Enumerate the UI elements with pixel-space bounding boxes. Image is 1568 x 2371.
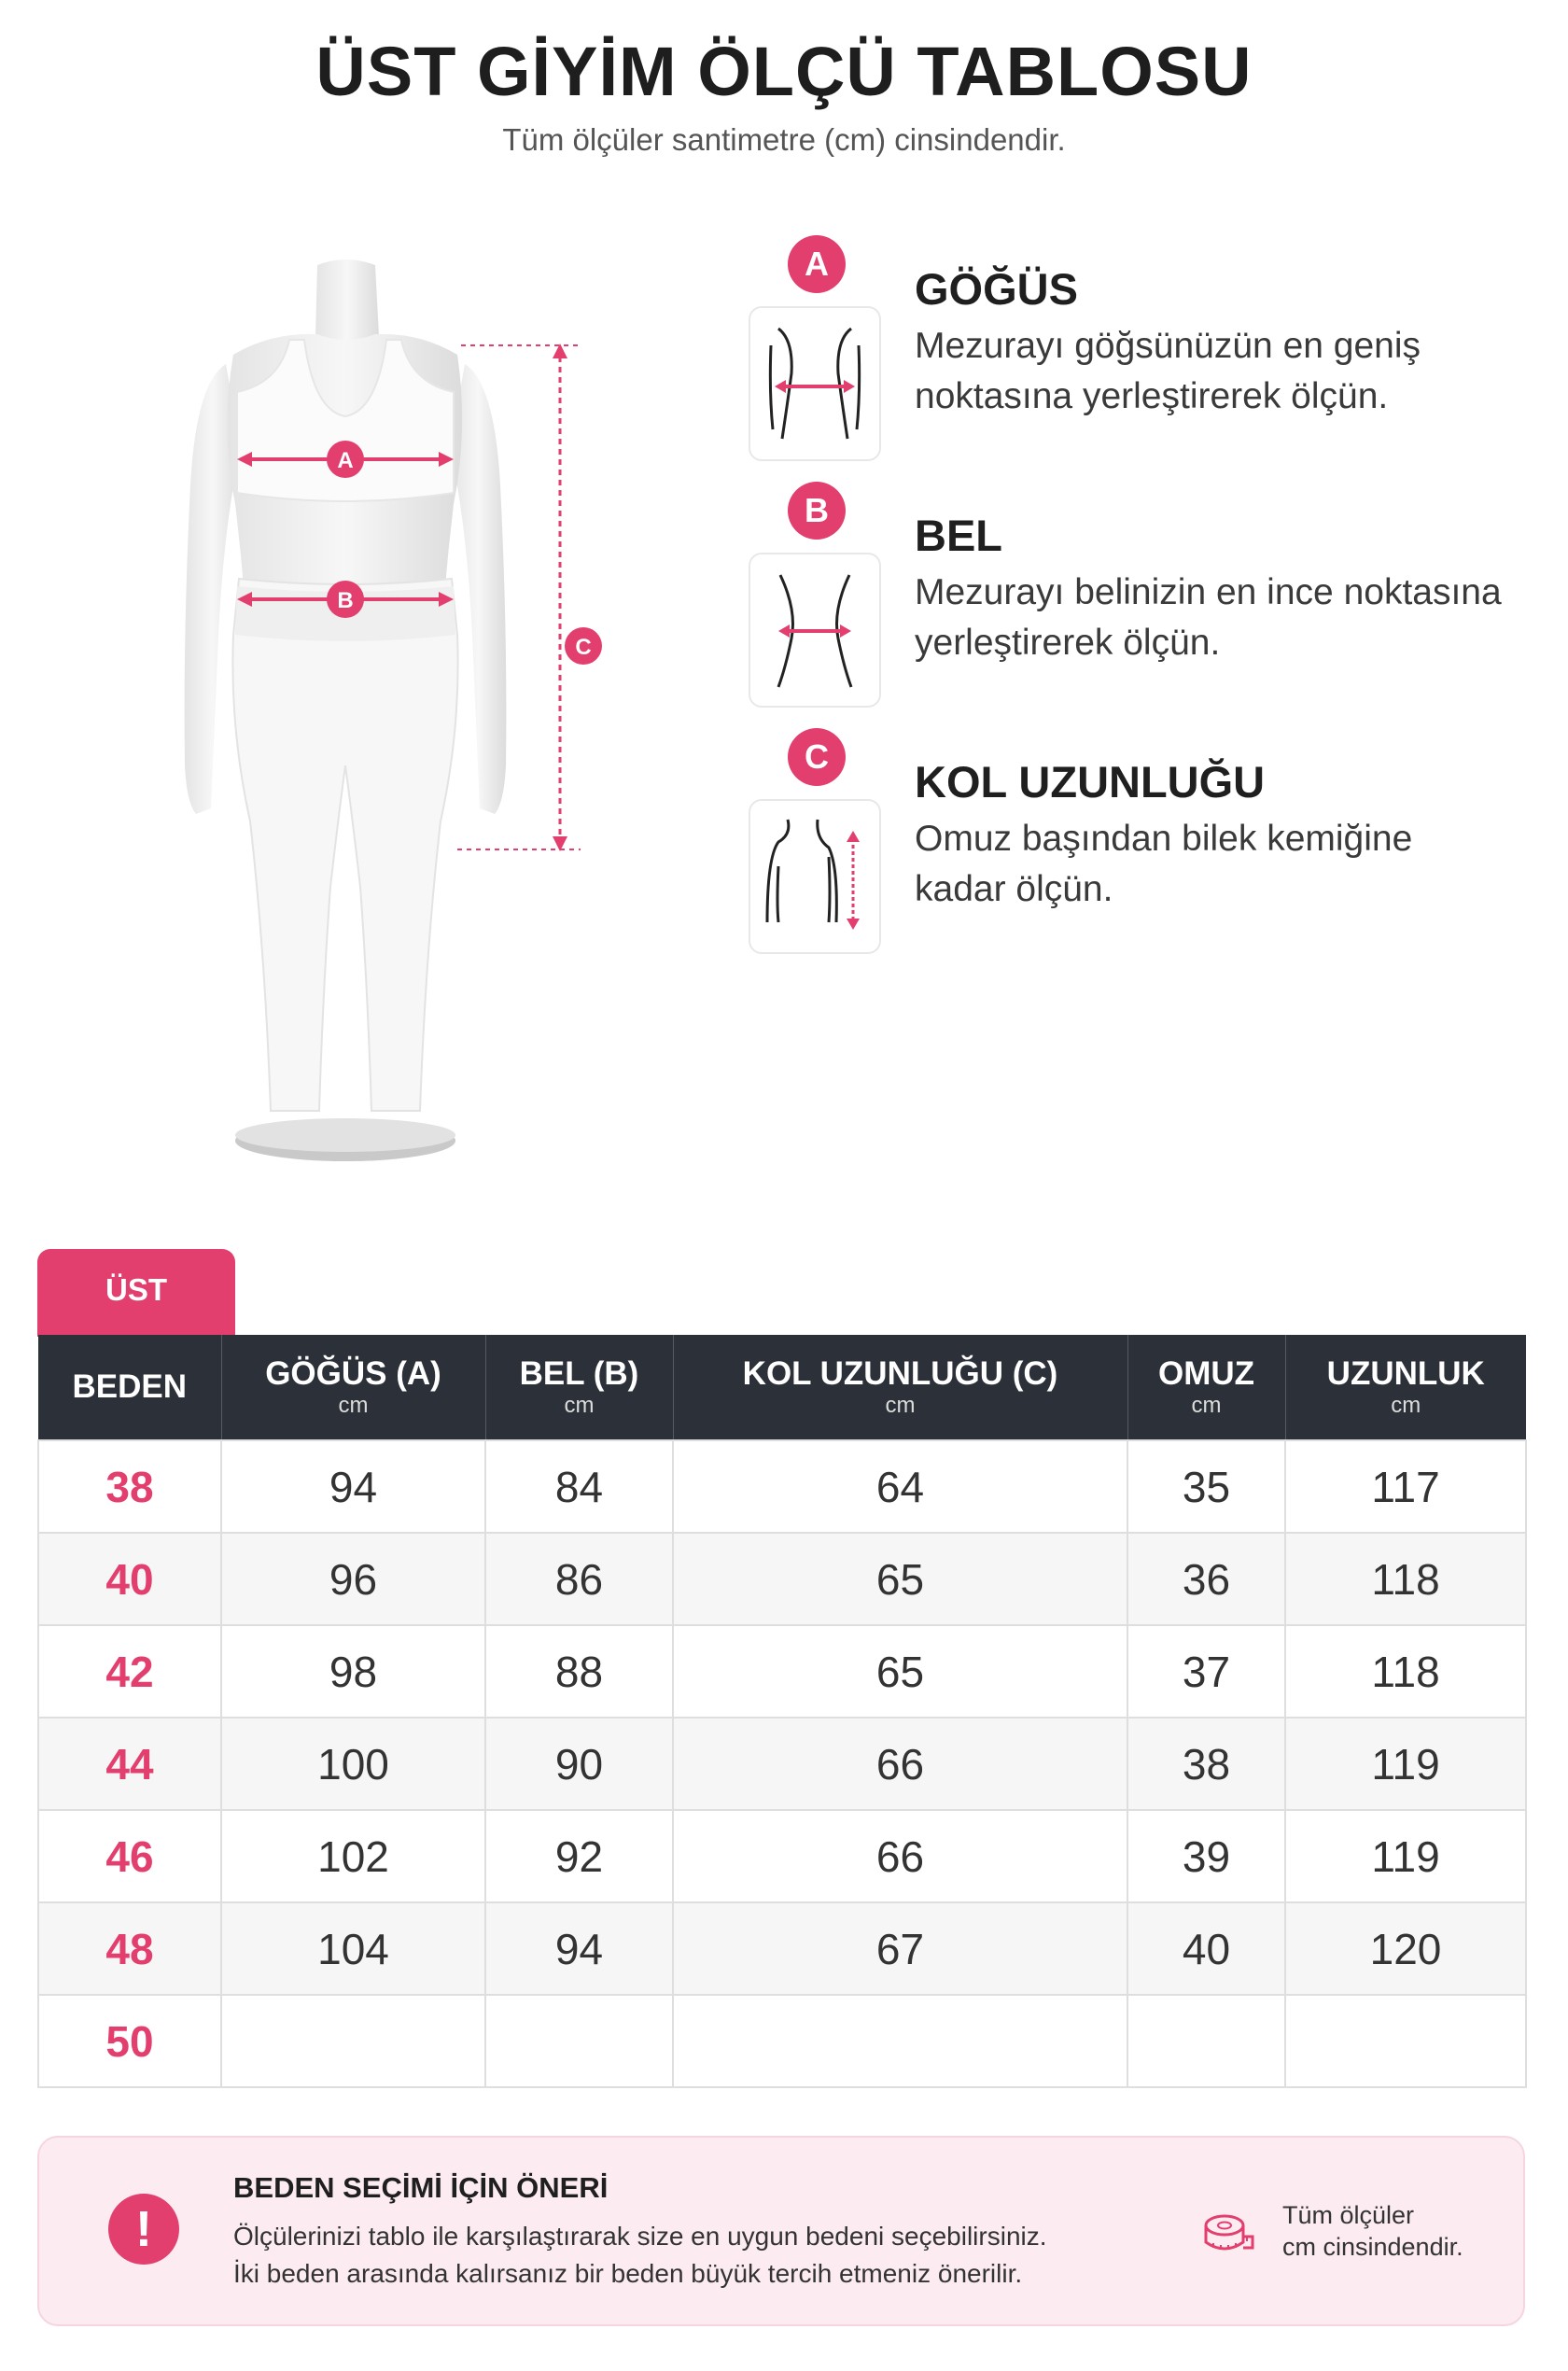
- measure-item-chest: [749, 231, 1533, 478]
- table-cell: 104: [221, 1902, 485, 1995]
- page-title: ÜST GİYİM ÖLÇÜ TABLOSU: [315, 33, 1253, 110]
- column-header-size: BEDEN: [38, 1335, 221, 1440]
- measure-badge: C: [788, 728, 846, 786]
- measure-desc-line: yerleştirerek ölçün.: [915, 623, 1221, 663]
- table-cell: [485, 1995, 673, 2087]
- table-cell: 94: [485, 1902, 673, 1995]
- size-cell: 40: [38, 1533, 221, 1625]
- table-row: [38, 1533, 1526, 1625]
- size-cell: 48: [38, 1902, 221, 1995]
- measure-desc-line: Mezurayı belinizin en ince noktasına: [915, 572, 1502, 612]
- size-advice-note: [37, 2136, 1525, 2326]
- table-row: [38, 1440, 1526, 1533]
- size-cell: 38: [38, 1440, 221, 1533]
- table-cell: 98: [221, 1625, 485, 1718]
- table-cell: 90: [485, 1718, 673, 1810]
- table-cell: 84: [485, 1440, 673, 1533]
- measure-desc-line: Mezurayı göğsünüzün en geniş: [915, 326, 1421, 366]
- table-cell: 38: [1127, 1718, 1285, 1810]
- measure-item-waist: [749, 478, 1533, 724]
- measure-title: KOL UZUNLUĞU: [915, 757, 1266, 807]
- page-subtitle: Tüm ölçüler santimetre (cm) cinsindendir.: [502, 122, 1066, 158]
- table-cell: 35: [1127, 1440, 1285, 1533]
- chest-measure-icon: [749, 306, 881, 461]
- table-cell: 120: [1285, 1902, 1526, 1995]
- table-cell: 64: [673, 1440, 1127, 1533]
- table-cell: 37: [1127, 1625, 1285, 1718]
- size-cell: 44: [38, 1718, 221, 1810]
- column-header-chest: GÖĞÜS (A) cm: [221, 1335, 485, 1440]
- note-side-line: Tüm ölçüler: [1282, 2201, 1415, 2229]
- table-cell: 118: [1285, 1533, 1526, 1625]
- size-cell: 42: [38, 1625, 221, 1718]
- measure-desc-line: kadar ölçün.: [915, 869, 1113, 909]
- table-cell: 92: [485, 1810, 673, 1902]
- measure-desc-line: Omuz başından bilek kemiğine: [915, 819, 1413, 859]
- measuring-tape-icon: [1200, 2205, 1256, 2261]
- table-cell: 86: [485, 1533, 673, 1625]
- column-header-waist: BEL (B) cm: [485, 1335, 673, 1440]
- table-cell: 67: [673, 1902, 1127, 1995]
- table-cell: 39: [1127, 1810, 1285, 1902]
- table-cell: 117: [1285, 1440, 1526, 1533]
- table-cell: 100: [221, 1718, 485, 1810]
- table-cell: 119: [1285, 1718, 1526, 1810]
- measure-item-arm: [749, 724, 1533, 971]
- column-header-shoulder: OMUZ cm: [1127, 1335, 1285, 1440]
- measure-title: BEL: [915, 511, 1002, 560]
- measurement-guide: [749, 231, 1533, 971]
- figure-badge-b: B: [337, 588, 354, 613]
- size-table: [37, 1335, 1525, 2088]
- table-cell: [1285, 1995, 1526, 2087]
- column-header-length: UZUNLUK cm: [1285, 1335, 1526, 1440]
- exclamation-icon: !: [108, 2194, 179, 2265]
- measure-description: [915, 568, 1531, 668]
- table-cell: 118: [1285, 1625, 1526, 1718]
- table-cell: 102: [221, 1810, 485, 1902]
- tab-ust[interactable]: ÜST: [37, 1249, 235, 1337]
- waist-measure-icon: [749, 553, 881, 708]
- table-row: [38, 1995, 1526, 2087]
- table-cell: 66: [673, 1810, 1127, 1902]
- measure-description: [915, 814, 1531, 915]
- size-cell: 50: [38, 1995, 221, 2087]
- mannequin-illustration: [140, 243, 663, 1176]
- table-row: [38, 1625, 1526, 1718]
- table-cell: 94: [221, 1440, 485, 1533]
- arm-length-icon: [749, 799, 881, 954]
- table-cell: 66: [673, 1718, 1127, 1810]
- table-cell: 96: [221, 1533, 485, 1625]
- table-cell: 36: [1127, 1533, 1285, 1625]
- note-side-text: [1282, 2199, 1506, 2263]
- note-line: Ölçülerinizi tablo ile karşılaştırarak size en uygun bedeni seçebilirsiniz.: [233, 2222, 1047, 2251]
- size-cell: 46: [38, 1810, 221, 1902]
- table-header-row: [38, 1335, 1526, 1440]
- table-cell: [673, 1995, 1127, 2087]
- table-row: [38, 1902, 1526, 1995]
- table-cell: 65: [673, 1625, 1127, 1718]
- table-cell: 119: [1285, 1810, 1526, 1902]
- header: [0, 0, 1568, 158]
- measure-title: GÖĞÜS: [915, 264, 1078, 314]
- note-line: İki beden arasında kalırsanız bir beden büyük tercih etmeniz önerilir.: [233, 2259, 1023, 2288]
- table-cell: [221, 1995, 485, 2087]
- table-row: [38, 1810, 1526, 1902]
- table-cell: [1127, 1995, 1285, 2087]
- figure-badge-c: C: [575, 635, 592, 660]
- measure-badge: B: [788, 482, 846, 540]
- table-cell: 40: [1127, 1902, 1285, 1995]
- mannequin-figure: [140, 243, 663, 1176]
- figure-badge-a: A: [337, 448, 354, 473]
- measure-badge: A: [788, 235, 846, 293]
- table-cell: 65: [673, 1533, 1127, 1625]
- measure-description: [915, 321, 1531, 422]
- table-row: [38, 1718, 1526, 1810]
- table-cell: 88: [485, 1625, 673, 1718]
- note-title: BEDEN SEÇİMİ İÇİN ÖNERİ: [233, 2171, 609, 2204]
- measure-desc-line: noktasına yerleştirerek ölçün.: [915, 376, 1389, 416]
- note-side-line: cm cinsindendir.: [1282, 2233, 1463, 2261]
- column-header-arm-length: KOL UZUNLUĞU (C) cm: [673, 1335, 1127, 1440]
